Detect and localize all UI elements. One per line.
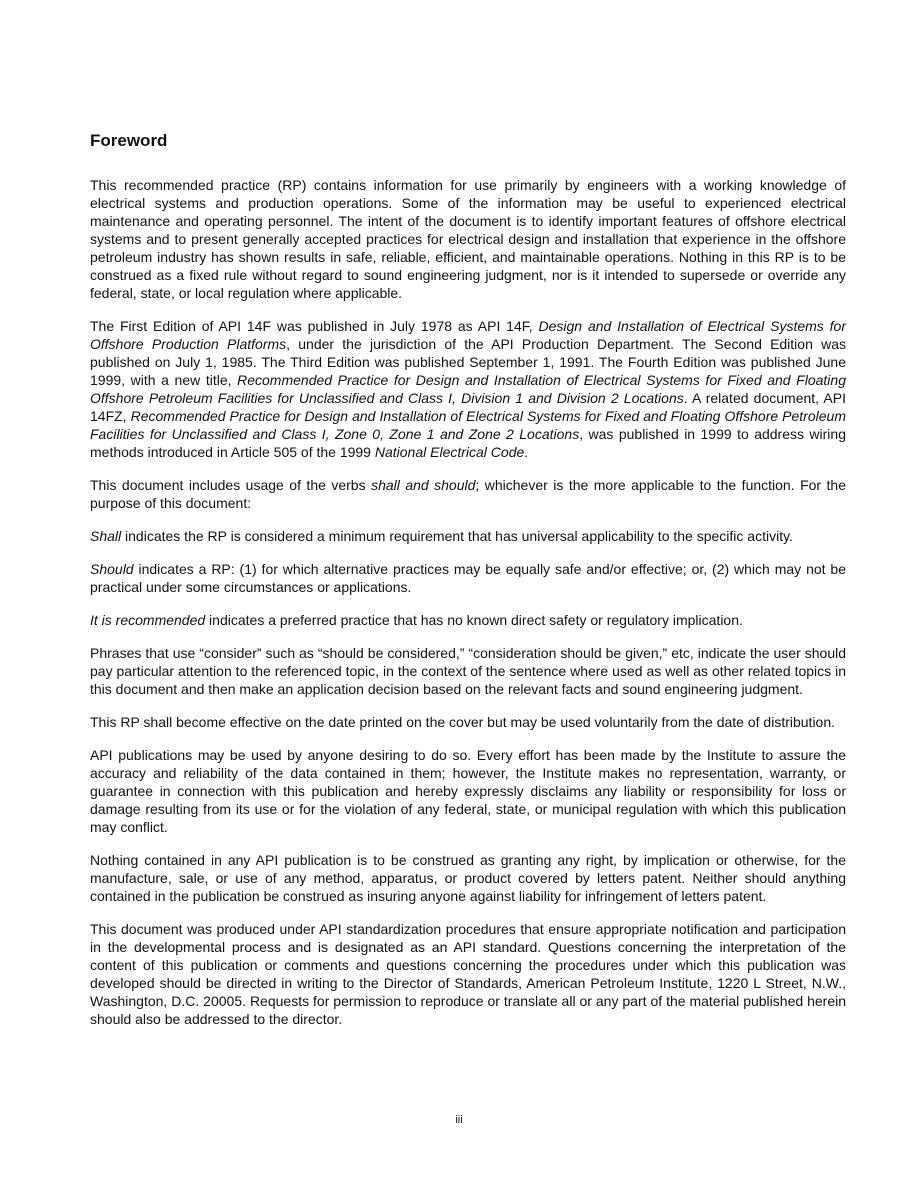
text-run: . A related document, API 14FZ, <box>90 390 846 424</box>
italic-text: shall and should <box>371 477 476 493</box>
text-run: indicates a preferred practice that has no known direct safety or regulatory implication. <box>205 612 743 628</box>
foreword-body <box>90 176 846 1043</box>
paragraph <box>90 644 846 698</box>
text-run: ; whichever is the more applicable to the function. For the purpose of this document: <box>90 477 846 511</box>
text-run: This document includes usage of the verbs <box>90 477 372 493</box>
page-number: iii <box>455 1114 463 1126</box>
text-run: indicates a RP: (1) for which alternative practices may be equally safe and/or effective; or, (2) which may not be practical under some circumstances or applications. <box>90 561 846 595</box>
text-run: The First Edition of API 14F was published in July 1978 as API 14F, <box>90 318 539 334</box>
paragraph <box>90 527 846 545</box>
paragraph <box>90 713 846 731</box>
text-run: , under the jurisdiction of the API Production Department. The Second Edition was published on July 1, 1985. The Third Edition was published September 1, 1991. The Fourth Edition was published June 1999, with a new title, <box>90 336 846 388</box>
italic-text: Should <box>90 561 134 577</box>
section-heading: Foreword <box>90 131 168 150</box>
text-run: This document was produced under API standardization procedures that ensure appropriate notification and participation in the developmental process and is designated as an API standard. Questions concerning the interpretation of the content of this publication or comments and questions concerning the procedures under which this publication was developed should be directed in writing to the Director of Standards, American Petroleum Institute, 1220 L Street, N.W., Washington, D.C. 20005. Requests for permission to reproduce or translate all or any part of the material published herein should also be addressed to the director. <box>90 921 846 1027</box>
text-run: . <box>524 444 529 460</box>
text-run: Nothing contained in any API publication is to be construed as granting any right, by implication or otherwise, for the manufacture, sale, or use of any method, apparatus, or product covered by letters patent. Neither should anything contained in the publication be construed as insuring anyone against liability for infringement of letters patent. <box>90 852 846 904</box>
text-run: This recommended practice (RP) contains information for use primarily by engineers with a working knowledge of electrical systems and production operations. Some of the information may be useful to experienced electrical maintenance and operating personnel. The intent of the document is to identify important features of offshore electrical systems and to present generally accepted practices for electrical design and installation that experience in the offshore petroleum industry has shown results in safe, reliable, efficient, and maintainable operations. Nothing in this RP is to be construed as a fixed rule without regard to sound engineering judgment, nor is it intended to supersede or override any federal, state, or local regulation where applicable. <box>90 177 846 301</box>
italic-text: National Electrical Code <box>374 444 525 460</box>
text-run: API publications may be used by anyone desiring to do so. Every effort has been made by the Institute to assure the accuracy and reliability of the data contained in them; however, the Institute makes no representation, warranty, or guarantee in connection with this publication and hereby expressly disclaims any liability or responsibility for loss or damage resulting from its use or for the violation of any federal, state, or municipal regulation with which this publication may conflict. <box>90 747 846 835</box>
italic-text: It is recommended <box>90 612 206 628</box>
italic-text: Recommended Practice for Design and Installation of Electrical Systems for Fixed and Floating Offshore Petroleum Facilities for Unclassified and Class I, Division 1 and Division 2 Locations <box>90 372 846 406</box>
paragraph <box>90 851 846 905</box>
text-run: This RP shall become effective on the date printed on the cover but may be used voluntarily from the date of distribution. <box>90 714 836 730</box>
text-run: indicates the RP is considered a minimum requirement that has universal applicability to the specific activity. <box>121 528 793 544</box>
text-run: , was published in 1999 to address wiring methods introduced in Article 505 of the 1999 <box>90 426 846 460</box>
paragraph <box>90 176 846 302</box>
italic-text: Recommended Practice for Design and Installation of Electrical Systems for Fixed and Floating Offshore Petroleum Facilities for Unclassified and Class I, Zone 0, Zone 1 and Zone 2 Locations <box>90 408 846 442</box>
paragraph <box>90 611 846 629</box>
paragraph <box>90 746 846 836</box>
paragraph <box>90 560 846 596</box>
text-run: Phrases that use “consider” such as “should be considered,” “consideration should be given,” etc, indicate the user should pay particular attention to the referenced topic, in the context of the sentence where used as well as other related topics in this document and then make an application decision based on the relevant facts and sound engineering judgment. <box>90 645 846 697</box>
paragraph <box>90 920 846 1028</box>
paragraph <box>90 317 846 461</box>
paragraph <box>90 476 846 512</box>
italic-text: Design and Installation of Electrical Systems for Offshore Production Platforms <box>90 318 846 352</box>
italic-text: Shall <box>90 528 122 544</box>
